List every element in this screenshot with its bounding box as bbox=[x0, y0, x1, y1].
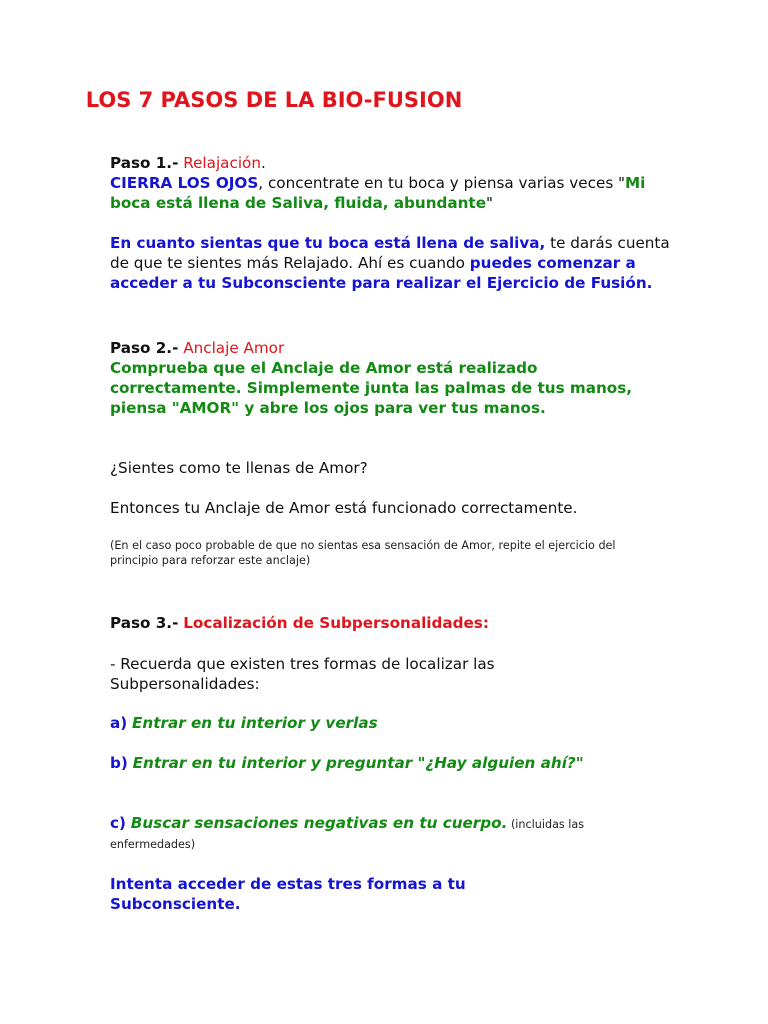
paso1-instruction bbox=[110, 173, 670, 213]
paso2-name: Anclaje Amor bbox=[183, 339, 285, 357]
option-c-note: (incluidas las enfermedades) bbox=[110, 818, 585, 851]
paso3-option-a bbox=[110, 713, 670, 733]
paso2-label: Paso 2.- bbox=[110, 339, 179, 357]
paso1-label: Paso 1.- bbox=[110, 154, 179, 172]
paso1-instr-text: , concentrate en tu boca y piensa varias veces " bbox=[258, 174, 626, 192]
option-c-text: Buscar sensaciones negativas en tu cuerpo. bbox=[130, 814, 508, 832]
paso1-p2-blue2: puedes comenzar a acceder a tu Subconsciente para realizar el Ejercicio de Fusión. bbox=[110, 254, 653, 292]
paso1-name: Relajación bbox=[183, 154, 261, 172]
paso3-option-c bbox=[110, 813, 670, 853]
option-b-label: b) bbox=[110, 754, 128, 772]
cierra-ojos: CIERRA LOS OJOS bbox=[110, 174, 259, 192]
paso3-label: Paso 3.- bbox=[110, 614, 179, 632]
paso2-heading bbox=[110, 338, 670, 358]
option-a-label: a) bbox=[110, 714, 128, 732]
paso1-dot: . bbox=[260, 154, 266, 172]
paso2-then: Entonces tu Anclaje de Amor está funcionado correctamente. bbox=[110, 499, 578, 517]
option-c-label: c) bbox=[110, 814, 126, 832]
option-b-text: Entrar en tu interior y preguntar "¿Hay alguien ahí?" bbox=[132, 754, 584, 772]
paso3-name: Localización de Subpersonalidades: bbox=[183, 614, 489, 632]
paso3-option-b bbox=[110, 753, 610, 773]
paso1-quote-end: " bbox=[486, 194, 493, 212]
paso1-paragraph bbox=[110, 233, 670, 293]
paso2-note: (En el caso poco probable de que no sientas esa sensación de Amor, repite el ejercicio del principio para reforzar este anclaje) bbox=[110, 539, 616, 567]
paso2-question: ¿Sientes como te llenas de Amor? bbox=[110, 459, 368, 477]
option-a-text: Entrar en tu interior y verlas bbox=[132, 714, 378, 732]
paso1-p2-blue: En cuanto sientas que tu boca está llena de saliva, bbox=[110, 234, 546, 252]
paso1-p2-text: te darás cuenta de que te sientes más Relajado. Ahí es cuando bbox=[110, 234, 670, 272]
paso3-intro: - Recuerda que existen tres formas de localizar las Subpersonalidades: bbox=[110, 655, 495, 693]
page-title: LOS 7 PASOS DE LA BIO-FUSION bbox=[85, 88, 463, 112]
saliva-phrase: Mi boca está llena de Saliva, fluida, abundante bbox=[110, 174, 646, 212]
paso1-heading bbox=[110, 153, 670, 173]
paso3-heading bbox=[110, 613, 670, 633]
paso3-closing: Intenta acceder de estas tres formas a tu Subconsciente. bbox=[110, 875, 466, 913]
paso2-green-text: Comprueba que el Anclaje de Amor está realizado correctamente. Simplemente junta las palmas de tus manos, piensa "AMOR" y abre los ojos para ver tus manos. bbox=[110, 359, 633, 417]
